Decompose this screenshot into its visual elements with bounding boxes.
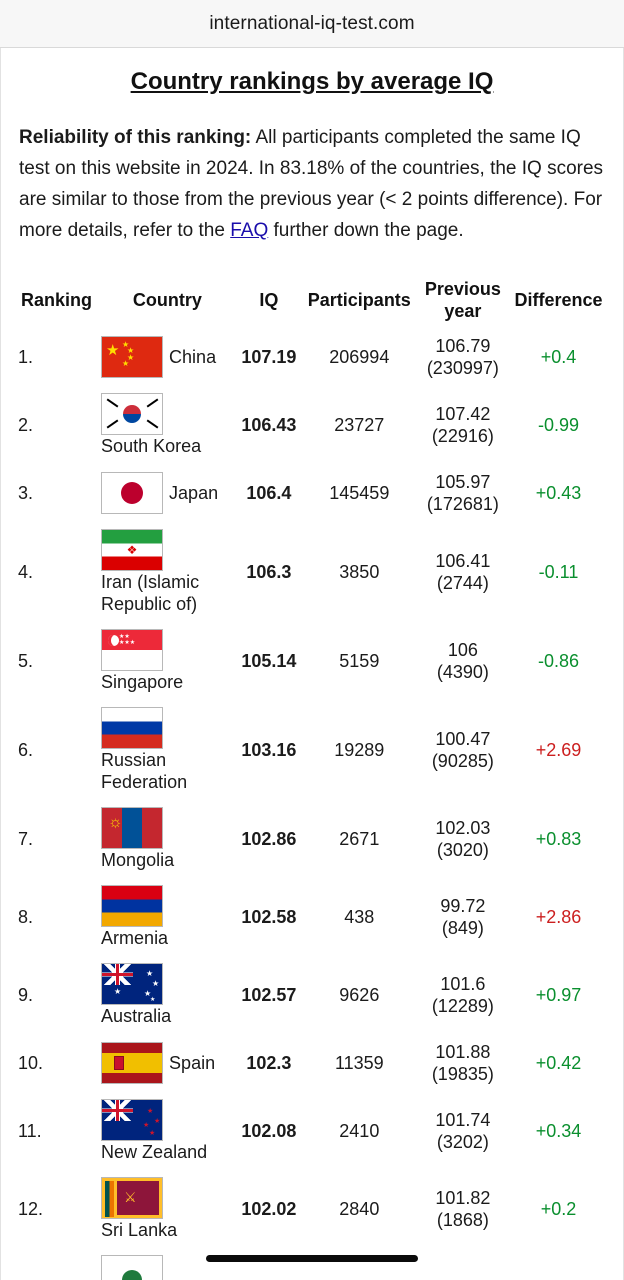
cell-country — [98, 386, 237, 464]
table-row — [15, 1170, 609, 1248]
flag-icon: ★ ★ ★ ★ ★ — [101, 963, 163, 1005]
reliability-body-1: All participants completed the same IQ test on this website in 2024. In 83.18% of the countries, the IQ scores are similar to those from the previous year (< 2 points difference). For more details, refer to the — [19, 127, 604, 241]
cell-previous-year — [418, 800, 508, 878]
cell-rank: 7. — [18, 829, 34, 849]
cell-participants: 2410 — [339, 1121, 380, 1141]
header-previous-year[interactable]: Previous year — [424, 279, 501, 321]
cell-difference — [508, 1034, 609, 1092]
cell-rank: 6. — [18, 740, 34, 760]
cell-participants: 2671 — [339, 829, 380, 849]
cell-rank: 4. — [18, 562, 34, 582]
cell-iq: 102.86 — [241, 829, 297, 849]
cell-participants: 2840 — [339, 1199, 380, 1219]
previous-year-count: (4390) — [436, 662, 489, 682]
table-row — [15, 622, 609, 700]
flag-icon: ★★ ★★★ — [101, 629, 163, 671]
header-ranking[interactable]: Ranking — [21, 290, 93, 310]
cell-difference — [508, 700, 609, 800]
previous-year-score: 106 — [447, 640, 478, 660]
cell-previous-year — [418, 700, 508, 800]
table-row — [15, 1092, 609, 1170]
header-difference[interactable]: Difference — [514, 290, 603, 310]
cell-country — [98, 1248, 237, 1280]
previous-year-count: (2744) — [436, 573, 489, 593]
page-title: Country rankings by average IQ — [130, 68, 494, 95]
cell-previous-year — [418, 522, 508, 622]
cell-previous-year — [418, 386, 508, 464]
cell-difference — [508, 956, 609, 1034]
cell-previous-year — [418, 1034, 508, 1092]
previous-year-count: (90285) — [431, 751, 494, 771]
cell-rank: 8. — [18, 907, 34, 927]
country-name: Singapore — [101, 672, 184, 692]
cell-participants: 206994 — [329, 347, 390, 367]
cell-iq: 106.3 — [246, 562, 292, 582]
cell-rank: 10. — [18, 1053, 44, 1073]
difference-value: +0.43 — [535, 483, 582, 503]
reliability-body-2: further down the page. — [268, 220, 464, 241]
cell-iq: 106.4 — [246, 483, 292, 503]
cell-country — [98, 700, 237, 800]
difference-value: +0.97 — [535, 985, 582, 1005]
cell-rank: 1. — [18, 347, 34, 367]
reliability-paragraph — [19, 122, 605, 246]
cell-previous-year — [418, 1092, 508, 1170]
table-row — [15, 328, 609, 386]
difference-value: +2.69 — [535, 740, 582, 760]
difference-value: -0.86 — [538, 651, 580, 671]
flag-icon: ★ ★ ★ ★ ★ — [101, 336, 163, 378]
country-name: Australia — [101, 1006, 172, 1026]
flag-icon — [101, 707, 163, 749]
cell-participants: 9626 — [339, 985, 380, 1005]
cell-previous-year — [418, 1170, 508, 1248]
cell-difference — [508, 522, 609, 622]
table-row — [15, 522, 609, 622]
difference-value: +0.83 — [535, 829, 582, 849]
previous-year-score: 107.42 — [435, 404, 491, 424]
previous-year-score: 101.6 — [440, 974, 486, 994]
previous-year-score: 106.41 — [435, 551, 491, 571]
previous-year-score: 106.79 — [435, 336, 491, 356]
cell-iq: 102.3 — [246, 1053, 292, 1073]
country-name: New Zealand — [101, 1142, 208, 1162]
previous-year-count: (230997) — [426, 358, 499, 378]
previous-year-count: (172681) — [426, 494, 499, 514]
country-name: Japan — [169, 483, 219, 503]
flag-icon: ☼ — [101, 807, 163, 849]
cell-difference — [508, 328, 609, 386]
table-row — [15, 878, 609, 956]
difference-value: +0.2 — [540, 1199, 577, 1219]
previous-year-count: (3020) — [436, 840, 489, 860]
country-name: Russian Federation — [101, 750, 188, 792]
previous-year-score: 101.88 — [435, 1042, 491, 1062]
table-body — [15, 328, 609, 1280]
previous-year-count: (22916) — [431, 426, 494, 446]
previous-year-score: 101.82 — [435, 1188, 491, 1208]
previous-year-count: (12289) — [431, 996, 494, 1016]
table-row-partial — [15, 1248, 609, 1280]
header-participants[interactable]: Participants — [307, 290, 411, 310]
cell-iq: 102.58 — [241, 907, 297, 927]
cell-participants: 5159 — [339, 651, 380, 671]
cell-previous-year — [418, 956, 508, 1034]
table-row — [15, 386, 609, 464]
cell-iq: 102.02 — [241, 1199, 297, 1219]
previous-year-count: (849) — [441, 918, 484, 938]
cell-country — [98, 328, 237, 386]
url-text: international-iq-test.com — [209, 12, 415, 34]
cell-difference — [508, 1092, 609, 1170]
difference-value: +0.4 — [540, 347, 577, 367]
difference-value: -0.99 — [538, 415, 580, 435]
cell-iq: 107.19 — [241, 347, 297, 367]
table-row — [15, 700, 609, 800]
cell-previous-year — [418, 464, 508, 522]
cell-previous-year — [418, 622, 508, 700]
country-name: Iran (Islamic Republic of) — [101, 572, 200, 614]
table-row — [15, 956, 609, 1034]
country-name: Sri Lanka — [101, 1220, 178, 1240]
cell-rank: 11. — [18, 1121, 42, 1141]
cell-participants: 19289 — [334, 740, 385, 760]
cell-difference — [508, 464, 609, 522]
previous-year-score: 101.74 — [435, 1110, 491, 1130]
cell-rank: 12. — [18, 1199, 44, 1219]
cell-participants: 3850 — [339, 562, 380, 582]
flag-icon: ❖ — [101, 529, 163, 571]
flag-icon — [101, 1255, 163, 1280]
country-name: China — [169, 347, 217, 367]
previous-year-score: 99.72 — [440, 896, 486, 916]
cell-rank: 9. — [18, 985, 34, 1005]
difference-value: -0.11 — [538, 562, 579, 582]
previous-year-score: 102.03 — [435, 818, 491, 838]
cell-difference — [508, 878, 609, 956]
difference-value: +0.42 — [535, 1053, 582, 1073]
cell-difference — [508, 622, 609, 700]
cell-iq: 102.08 — [241, 1121, 297, 1141]
cell-rank: 3. — [18, 483, 34, 503]
difference-value: +0.34 — [535, 1121, 582, 1141]
cell-country — [98, 1034, 237, 1092]
cell-previous-year — [418, 878, 508, 956]
cell-participants: 11359 — [334, 1053, 384, 1073]
flag-icon — [101, 393, 163, 435]
flag-icon — [101, 1042, 163, 1084]
flag-icon — [101, 472, 163, 514]
cell-iq: 106.43 — [241, 415, 297, 435]
cell-country — [98, 800, 237, 878]
cell-rank: 5. — [18, 651, 34, 671]
previous-year-count: (3202) — [436, 1132, 489, 1152]
country-name: Armenia — [101, 928, 169, 948]
cell-country — [98, 1092, 237, 1170]
cell-iq: 103.16 — [241, 740, 297, 760]
previous-year-score: 100.47 — [435, 729, 491, 749]
flag-icon: ★ ★ ★ ★ — [101, 1099, 163, 1141]
iq-ranking-table — [15, 272, 609, 1280]
table-header — [15, 272, 609, 328]
previous-year-count: (19835) — [431, 1064, 494, 1084]
cell-country — [98, 1170, 237, 1248]
previous-year-score: 105.97 — [435, 472, 491, 492]
cell-difference — [508, 800, 609, 878]
country-name: Mongolia — [101, 850, 175, 870]
table-row — [15, 800, 609, 878]
table-row — [15, 1034, 609, 1092]
cell-participants: 438 — [344, 907, 375, 927]
cell-participants: 145459 — [329, 483, 390, 503]
faq-link[interactable]: FAQ — [230, 220, 269, 241]
browser-address-bar[interactable] — [0, 0, 624, 48]
difference-value: +2.86 — [535, 907, 582, 927]
cell-previous-year — [418, 328, 508, 386]
cell-iq: 102.57 — [241, 985, 297, 1005]
home-indicator — [206, 1255, 418, 1262]
table-row — [15, 464, 609, 522]
cell-country — [98, 464, 237, 522]
cell-country — [98, 878, 237, 956]
reliability-lead: Reliability of this ranking: — [19, 127, 252, 148]
country-name: South Korea — [101, 436, 202, 456]
page-content — [0, 48, 624, 1280]
cell-country — [98, 622, 237, 700]
header-iq[interactable]: IQ — [259, 290, 279, 310]
cell-participants: 23727 — [334, 415, 385, 435]
cell-difference — [508, 1170, 609, 1248]
cell-iq: 105.14 — [241, 651, 297, 671]
previous-year-count: (1868) — [436, 1210, 489, 1230]
flag-icon: ⚔ — [101, 1177, 163, 1219]
cell-rank: 2. — [18, 415, 34, 435]
table-header-row — [15, 272, 609, 328]
cell-difference — [508, 386, 609, 464]
flag-icon — [101, 885, 163, 927]
header-country[interactable]: Country — [132, 290, 202, 310]
cell-country — [98, 522, 237, 622]
cell-country — [98, 956, 237, 1034]
cell-rank — [15, 1248, 98, 1280]
country-name: Spain — [169, 1053, 216, 1073]
